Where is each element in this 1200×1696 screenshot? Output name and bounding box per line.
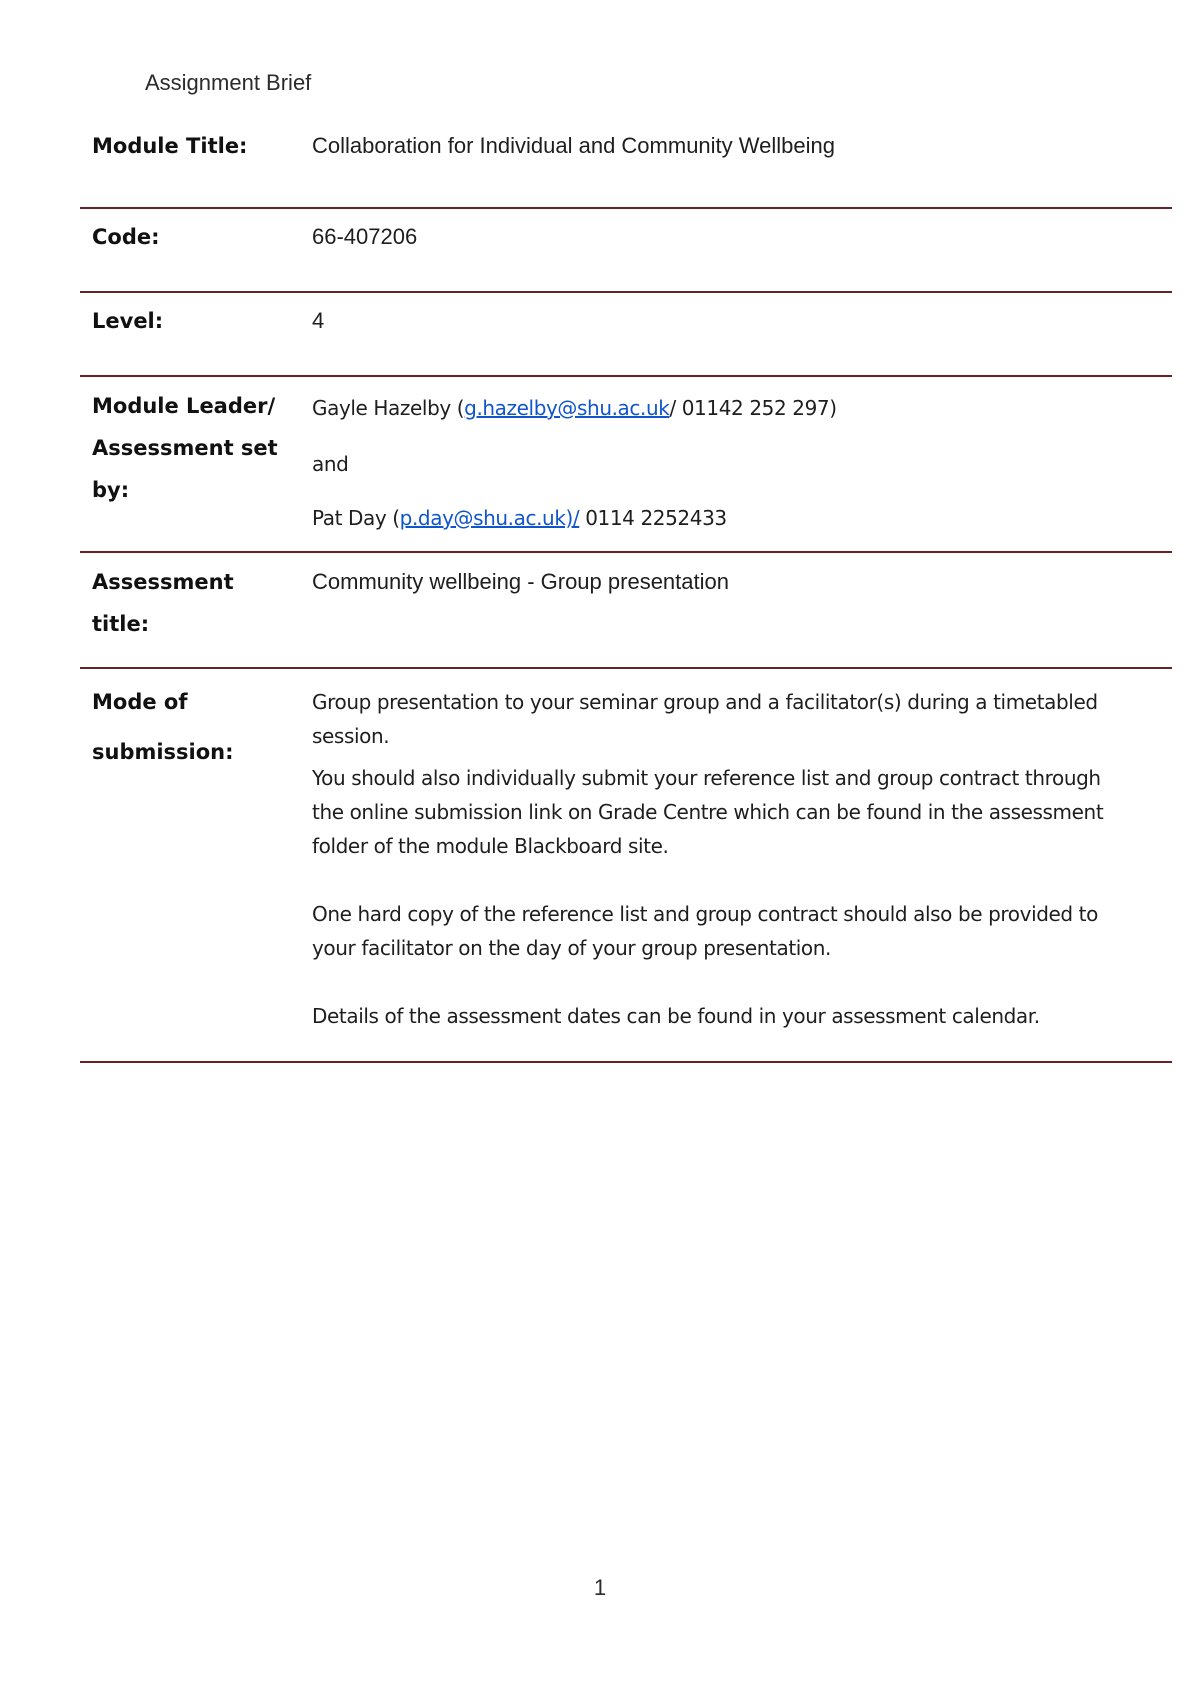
mode-text-line: Group presentation to your seminar group and a facilitator(s) during a timetabled [312,690,1098,714]
leader-2-name: Pat Day ( [312,506,400,530]
row-level [80,293,1172,377]
mode-text-line: folder of the module Blackboard site. [312,834,669,858]
mode-of-submission-value [312,685,1152,1033]
row-mode-of-submission [80,669,1172,1063]
row-assessment-title [80,553,1172,669]
leader-contact-1 [312,391,1152,425]
assessment-title-value: Community wellbeing - Group presentation [312,569,729,594]
mode-text-line: your facilitator on the day of your group presentation. [312,936,831,960]
module-leader-value [312,391,1152,535]
mode-text-line: session. [312,724,390,748]
module-leader-label-line: Assessment set [92,436,278,460]
leader-1-phone: / 01142 252 297) [669,396,837,420]
module-leader-label [92,385,292,511]
module-title-value: Collaboration for Individual and Community Wellbeing [312,133,835,158]
leader-2-phone: 0114 2252433 [579,506,727,530]
assessment-title-label-line: title: [92,612,150,636]
mode-text-line: You should also individually submit your reference list and group contract through [312,766,1101,790]
code-label: Code: [92,225,160,249]
mode-text-line: the online submission link on Grade Centre which can be found in the assessment [312,800,1104,824]
module-leader-label-line: Module Leader/ [92,394,276,418]
mode-label-line: Mode of [92,690,188,714]
mode-text-line: One hard copy of the reference list and group contract should also be provided to [312,902,1098,926]
page-number: 1 [593,1575,607,1600]
leader-conjunction: and [312,452,349,476]
assignment-brief-table [80,125,1172,1063]
leader-1-email-link[interactable]: g.hazelby@shu.ac.uk [464,396,670,420]
document-title: Assignment Brief [145,70,312,95]
mode-label-line: submission: [92,740,234,764]
leader-contact-2 [312,501,1152,535]
mode-text-line: Details of the assessment dates can be found in your assessment calendar. [312,1004,1040,1028]
code-value: 66-407206 [312,224,418,249]
module-title-label: Module Title: [92,134,248,158]
row-module-leader [80,377,1172,553]
assessment-title-label [92,561,292,645]
row-code [80,209,1172,293]
row-module-title [80,125,1172,209]
assessment-title-label-line: Assessment [92,570,234,594]
level-value: 4 [312,308,325,333]
module-leader-label-line: by: [92,478,130,502]
leader-2-email-link[interactable]: p.day@shu.ac.uk)/ [399,506,580,530]
leader-1-name: Gayle Hazelby ( [312,396,465,420]
level-label: Level: [92,309,164,333]
mode-of-submission-label [92,677,292,777]
